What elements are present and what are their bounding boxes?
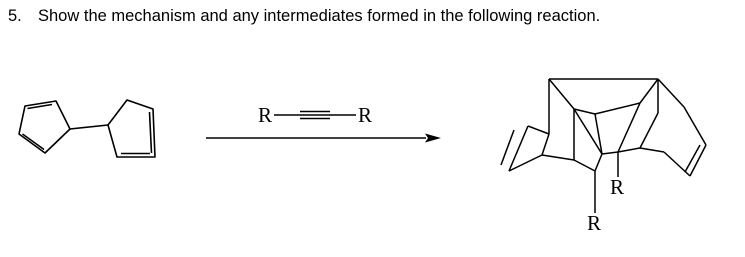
triple-bond — [274, 112, 356, 119]
product-r-lower: R — [587, 211, 602, 235]
reagent-r-right: R — [358, 103, 373, 127]
reactant-bicyclopentadiene — [19, 100, 155, 157]
reagent-r-left: R — [258, 103, 273, 127]
product-r-upper: R — [610, 175, 625, 199]
right-cyclopentadiene-ring — [108, 100, 155, 157]
product-cage-structure — [501, 79, 706, 213]
inter-ring-bond — [70, 125, 108, 129]
left-cyclopentadiene-ring — [19, 101, 70, 153]
reagent-alkyne — [258, 103, 372, 127]
reaction-arrow — [206, 134, 441, 143]
right-ring-double-bond-right — [150, 112, 152, 153]
question-number: 5. — [8, 7, 22, 25]
left-ring-double-bond-bottom — [23, 134, 45, 150]
question-text: Show the mechanism and any intermediates formed in the following reaction. — [38, 7, 601, 25]
